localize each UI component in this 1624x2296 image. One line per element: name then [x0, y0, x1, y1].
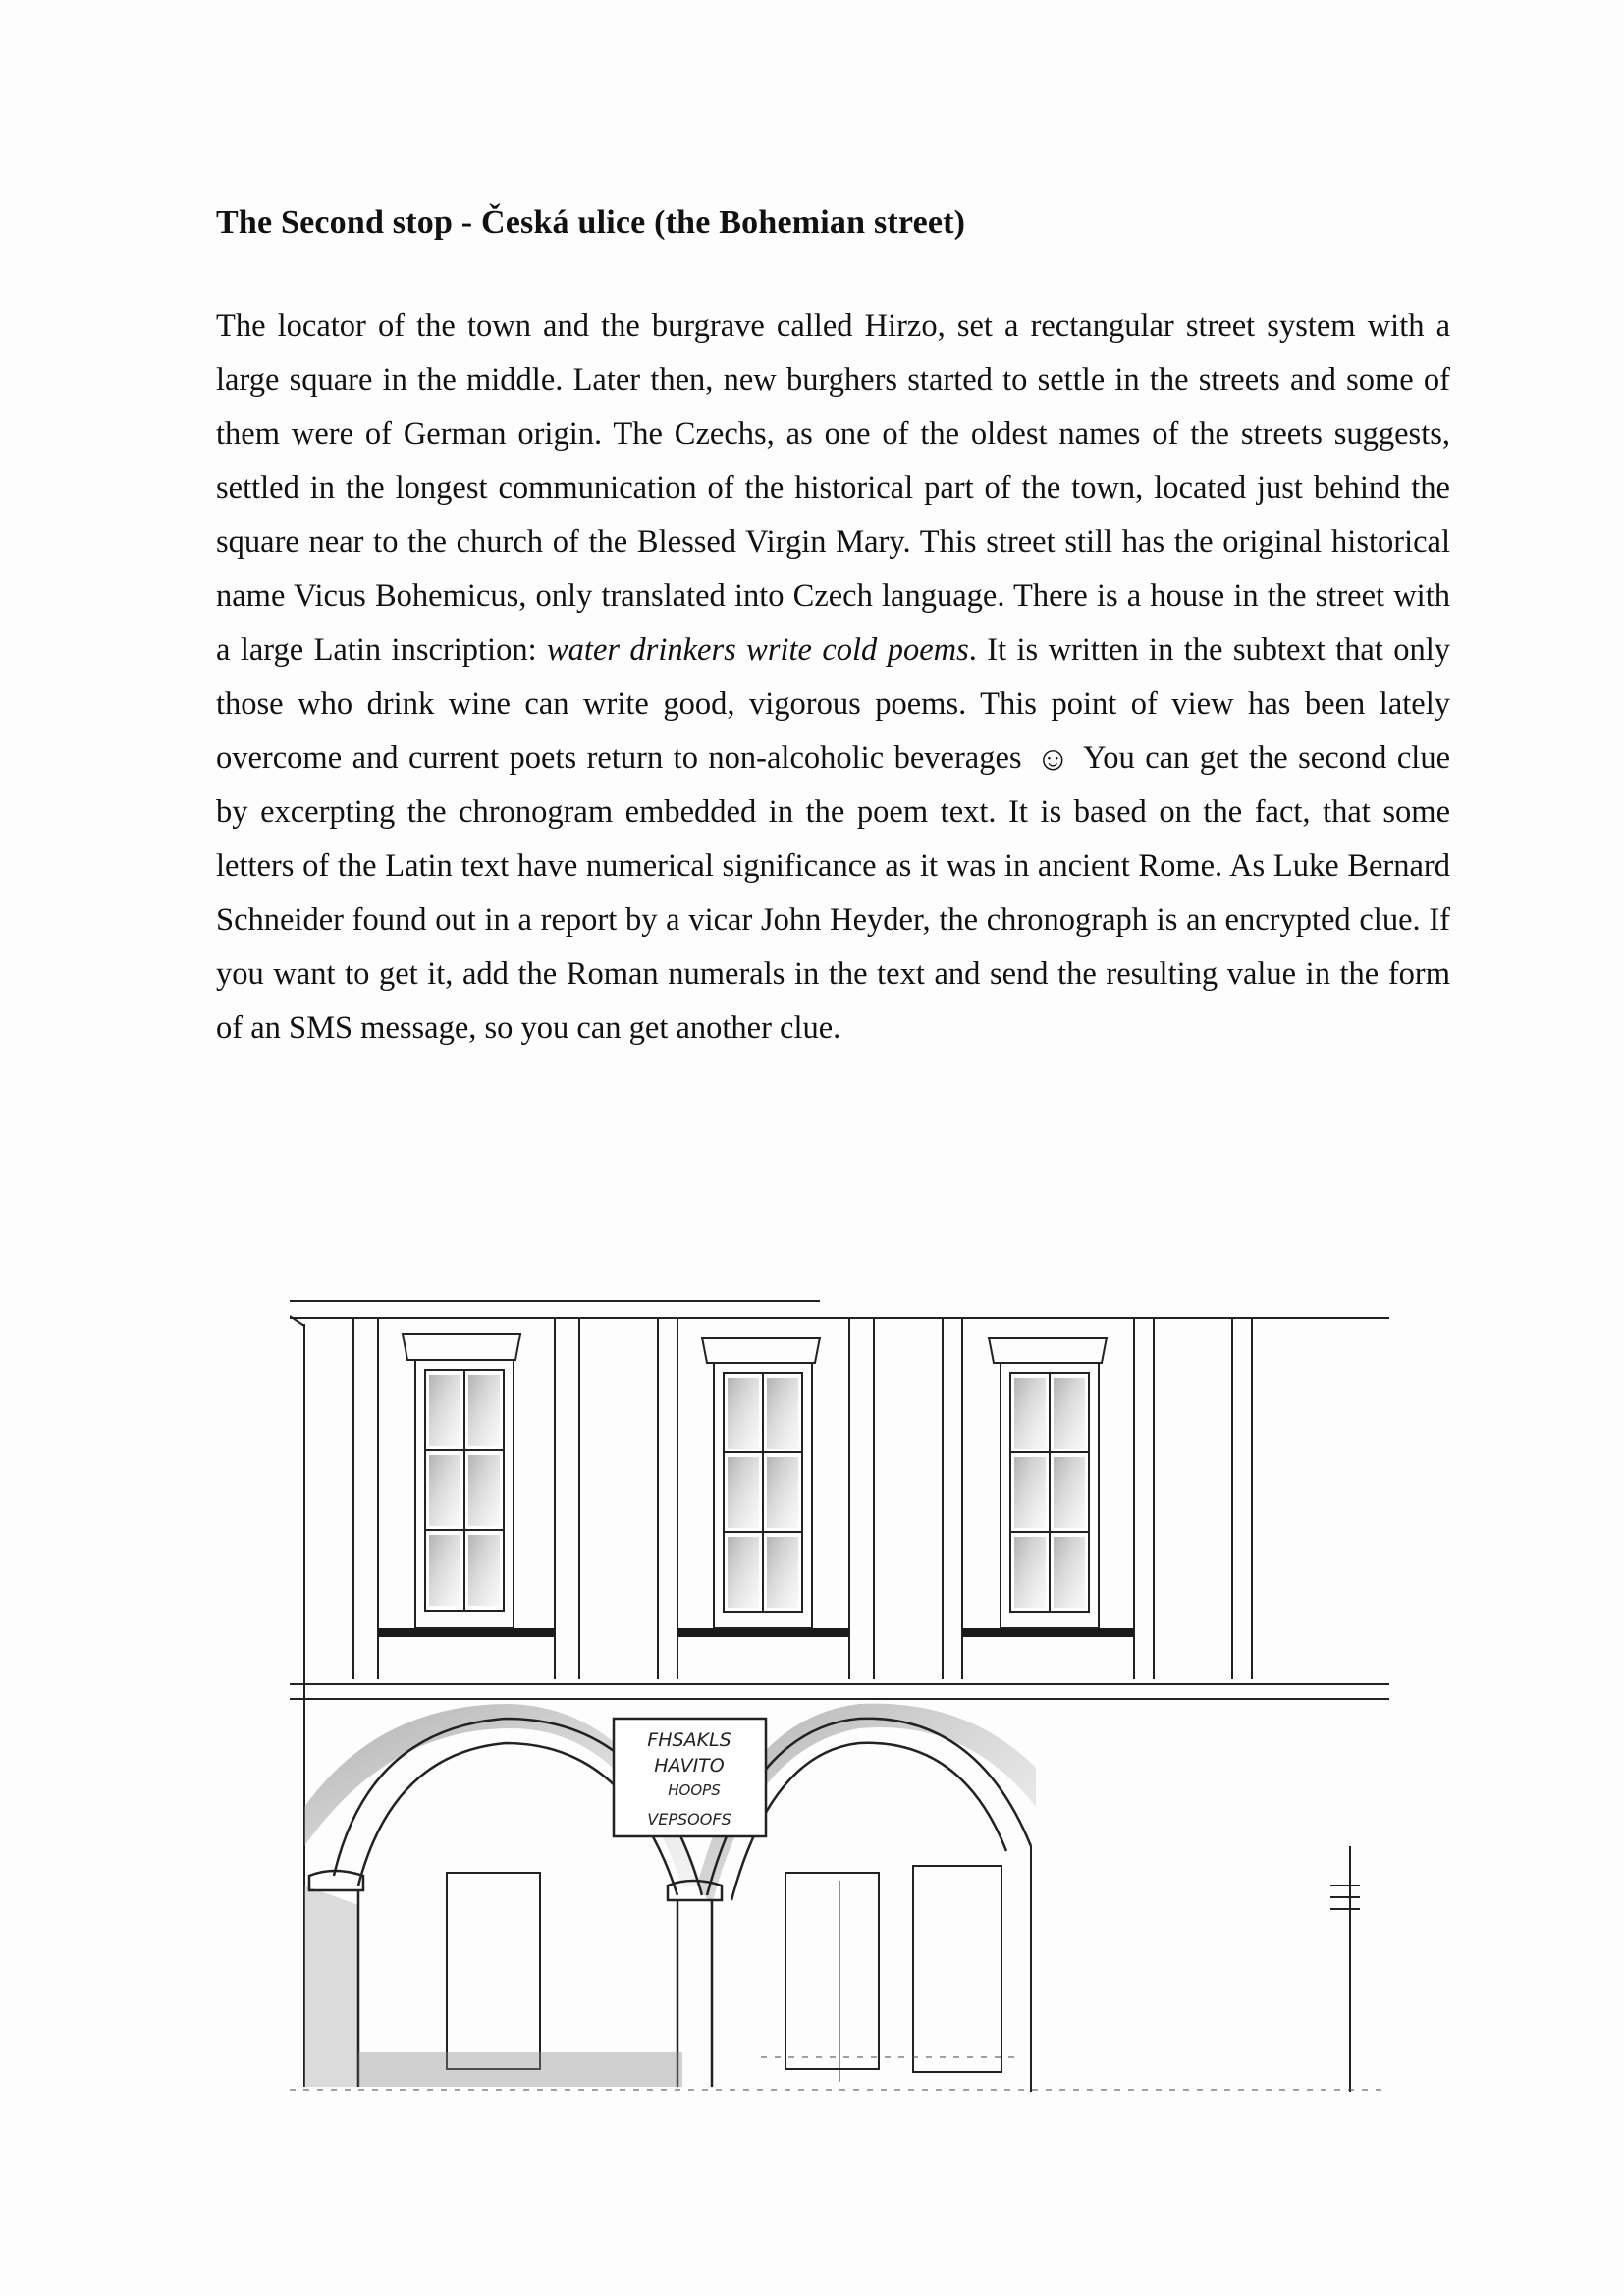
- page-title: The Second stop - Česká ulice (the Bohemian street): [216, 204, 966, 241]
- body-paragraph: [216, 300, 1450, 1056]
- paragraph-part-1: The locator of the town and the burgrave called Hirzo, set a rectangular street system with a large square in the middle. Later then, new burghers started to settle in the streets and some of them were of German origin. The Czechs, as one of the oldest names of the streets suggests, settled in the longest communication of the historical part of the town, located just behind the square near to the church of the Blessed Virgin Mary. This street still has the original historical name Vicus Bohemicus, only translated into Czech language. There is a house in the street with a large Latin inscription:: [216, 308, 1450, 668]
- sign-line-3: HOOPS: [668, 1781, 721, 1799]
- latin-inscription-translation: water drinkers write cold poems: [547, 632, 969, 668]
- smiley-icon: ☺: [1036, 741, 1070, 778]
- paragraph-part-3: You can get the second clue by excerpting the chronogram embedded in the poem text. It is based on the fact, that some letters of the Latin text have numerical significance as it was in ancient Rome. As Luke Bernard Schneider found out in a report by a vicar John Heyder, the chronograph is an encrypted clue. If you want to get it, add the Roman numerals in the text and send the resulting value in the form of an SMS message, so you can get another clue.: [216, 740, 1451, 1046]
- sign-line-4: VEPSOOFS: [647, 1810, 731, 1829]
- paragraph-part-2: . It is written in the subtext that only those who drink wine can write good, vigorous poems. This point of view has been lately overcome and current poets return to non-alcoholic beverages: [216, 632, 1450, 776]
- sign-line-1: FHSAKLS: [647, 1729, 731, 1751]
- building-facade-drawing: [290, 1296, 1399, 2092]
- sign-line-2: HAVITO: [654, 1755, 725, 1777]
